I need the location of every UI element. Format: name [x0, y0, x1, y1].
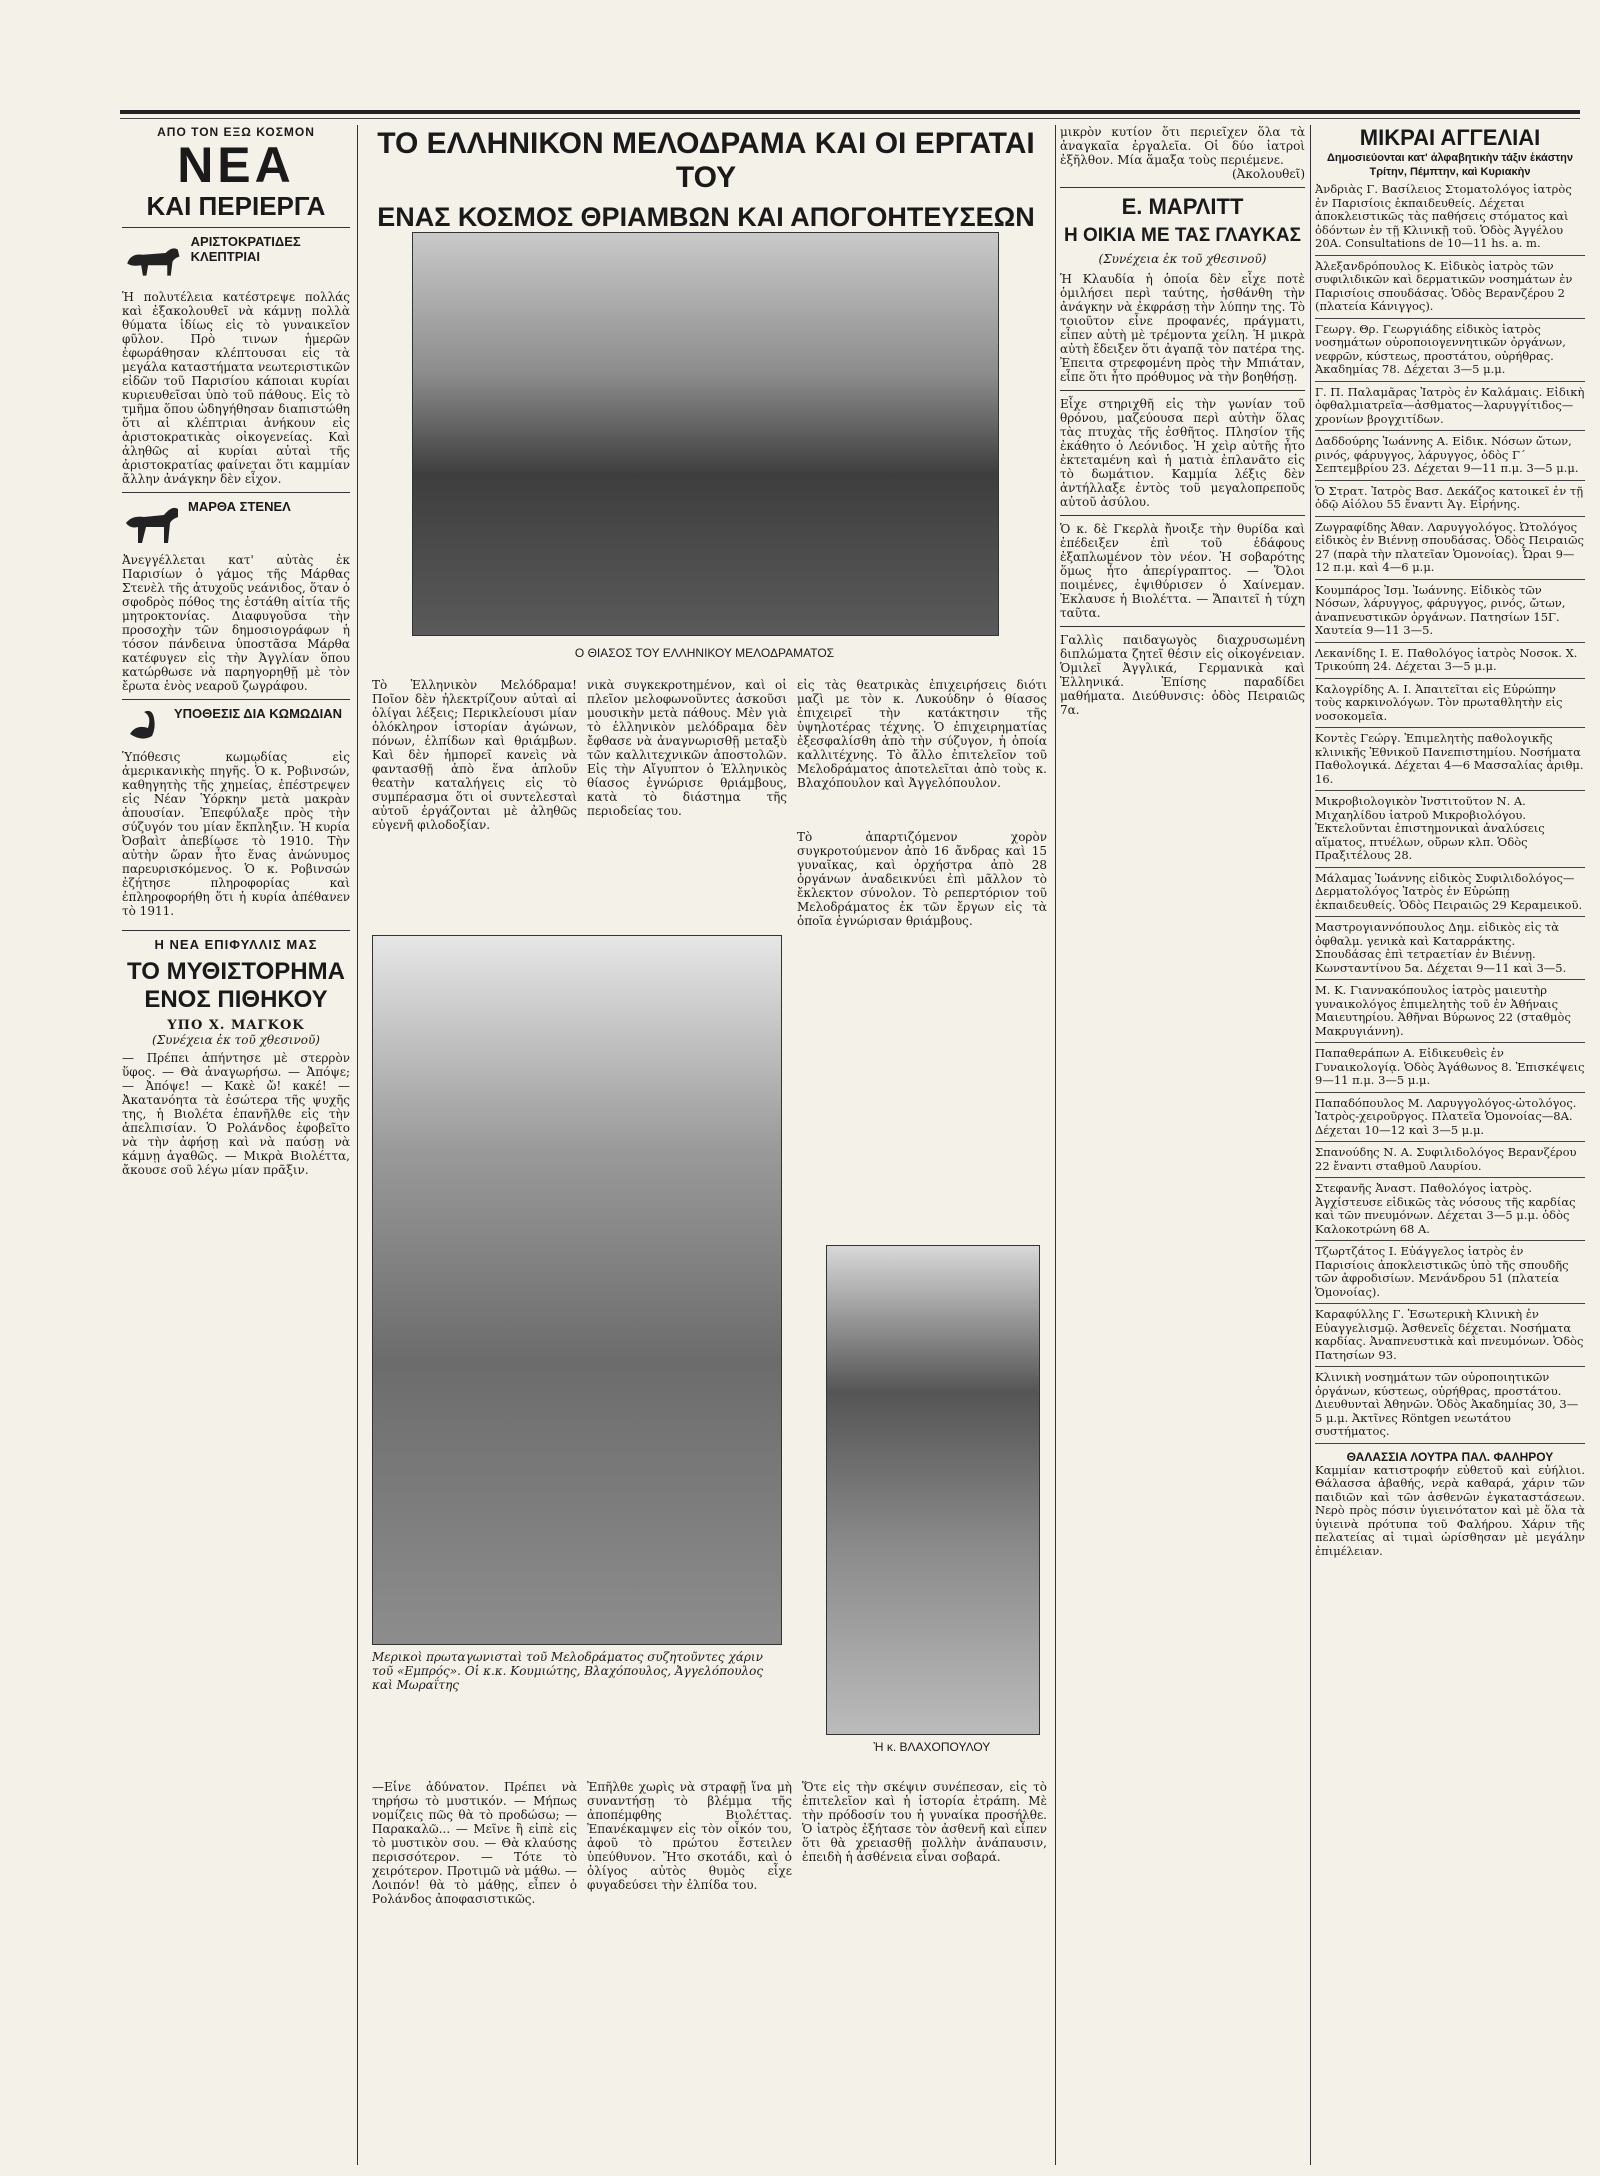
swan-illustration-icon	[122, 706, 168, 746]
feature-col-3: εἰς τὰς θεατρικὰς ἐπιχειρήσεις διότι μαζὶ με τὸν κ. Λυκούδην ὁ θίασος ἐπιχειρεῖ τὴν κατάκτησιν τῆς ὑψηλοτέρας τέχνης. Ὁ ἐπιχειρηματίας ἐξεσφαλίσθη ἀπὸ τὴν σύζυγον, ἡ ὁποία καλλιτέχνης. Τὸ ἄλλο ἐπιτελεῖον τοῦ Μελοδράματος ἀποτελεῖται ἀπὸ τοὺς κ. Βλαχόπουλον καὶ Ἀγγελόπουλον.	[797, 678, 1047, 790]
column-rule	[357, 125, 358, 2165]
classified-ad: Δαδδούρης Ἰωάννης Α. Εἰδικ. Νόσων ὤτων, ρινός, φάρυγγος, λάρυγγος, ὁδὸς Γ΄ Σεπτεμβρίου 23. Δέχεται 9—11 π.μ. 3—5 μ.μ.	[1315, 431, 1585, 481]
bottom-col-1: —Εἶνε ἀδύνατον. Πρέπει νὰ τηρήσω τὸ μυστικόν. — Μήπως νομίζεις πῶς θὰ τὸ προδώσω; — Παρακαλῶ... — Μεῖνε ἢ εἰπὲ εἰς τὸ μυστικὸν σου. — Θὰ κλαύσης περισσότερον. — Τότε τὸ χειρότερον. Προτιμῶ νὰ μάθω. — Λοιπόν! θὰ τὸ μάθῃς, εἶπεν ὁ Ρολάνδος ἀποφασιστικῶς.	[372, 1780, 577, 1906]
feature-col-2: νικὰ συγκεκροτημένον, καὶ οἱ πλεῖον μελοφωνοῦντες ἀσκοῦσι μουσικὴν μετὰ πάθους. Μὲν γιὰ τὸ ἑλληνικὸν μελόδραμα δὲν ἔφθασε νὰ ἀναγνωρισθῇ μεταξὺ τῶν καλλιτεχνικῶν ἀποστολῶν. Εἰς τὴν Αἴγυπτον ὁ Ἑλληνικὸς θίασος ἐγνώρισε θριάμβους, κατὰ τὸ διάστημα τῆς περιοδείας του.	[587, 678, 787, 818]
troupe-photo-caption: Ο ΘΙΑΣΟΣ ΤΟΥ ΕΛΛΗΝΙΚΟΥ ΜΕΛΟΔΡΑΜΑΤΟΣ	[574, 646, 835, 660]
serial-intro: μικρὸν κυτίον ὅτι περιεῖχεν ὅλα τὰ ἀναγκαῖα ἐργαλεῖα. Οἱ δύο ἰατροὶ ἐξῆλθον. Μία ἅμαξα τοὺς περιέμενε.	[1060, 125, 1305, 167]
classified-ad: Καραφύλλης Γ. Ἐσωτερικὴ Κλινικὴ ἐν Εὐαγγελισμῷ. Ἀσθενεῖς δέχεται. Νοσήματα καρδίας. Ἀναπνευστικὰ καὶ πνευμόνων. Ὁδὸς Πατησίων 93.	[1315, 1304, 1585, 1367]
item-body: Ἀνεγγέλλεται κατ' αὐτὰς ἐκ Παρισίων ὁ γάμος τῆς Μάρθας Στενὲλ τῆς ἀτυχοῦς νεάνιδος, ὅταν ὁ σφοδρὸς πόθος της ἐστάθη αἰτία τῆς μητροκτονίας. Διαφυγοῦσα τὴν προσοχὴν τῶν δημοσιογράφων ἡ τόσον πάνδεινα ὑποστᾶσα Μάρθα κατέφυγεν εἰς τὴν Ἀγγλίαν ὅπου κατώρθωσε νὰ παρηγορηθῇ μὲ τὸν ἔρωτα ἑνὸς νεαροῦ ζωγράφου.	[122, 553, 350, 693]
bath-title: ΘΑΛΑΣΣΙΑ ΛΟΥΤΡΑ ΠΑΛ. ΦΑΛΗΡΟΥ	[1346, 1449, 1554, 1464]
classifieds-column	[1315, 125, 1585, 2170]
feature-subtitle: ΕΝΑΣ ΚΟΣΜΟΣ ΘΡΙΑΜΒΩΝ ΚΑΙ ΑΠΟΓΟΗΤΕΥΣΕΩΝ	[377, 202, 1035, 232]
masthead-rule	[120, 110, 1580, 114]
classified-ad: Μάλαμας Ἰωάννης εἰδικὸς Συφιλιδολόγος—Δερματολόγος Ἰατρὸς ἐν Εὐρώπῃ ἐκπαιδευθείς. Ὁδὸς Πειραιῶς 29 Κεραμεικοῦ.	[1315, 868, 1585, 918]
classified-ad: Ἀλεξανδρόπουλος Κ. Εἰδικὸς ἰατρὸς τῶν συφιλιδικῶν καὶ δερματικῶν νοσημάτων ἐν Παρισίοις σπουδάσας. Ὁδὸς Βερανζέρου 2 (πλατεία Κάνιγγος).	[1315, 256, 1585, 319]
greyhound-illustration-icon	[122, 499, 182, 549]
serial-intro-note: (Ἀκολουθεῖ)	[1231, 167, 1305, 181]
left-column	[122, 125, 350, 2170]
bottom-col-3: Ὅτε εἰς τὴν σκέψιν συνέπεσαν, εἰς τὸ ἐπιτελεῖον καὶ ἡ ἱστορία ἐτράπη. Μὲ τὴν πρόδοσίν του ἡ γυναίκα προσήλθε. Ὁ ἰατρὸς ἐξήτασε τὸν ἀσθενῆ καὶ εἶπεν ὅτι θὰ χρειασθῇ πολλὴν ἀνάπαυσιν, ἐπειδὴ ἡ ἀσθένεια εἶναι σοβαρά.	[802, 1780, 1047, 1864]
classified-governess: Γαλλὶς παιδαγωγὸς διαχρυσωμένη διπλώματα ζητεῖ θέσιν εἰς οἰκογένειαν. Ὁμιλεῖ Ἀγγλικά, Γερμανικὰ καὶ Ἑλληνικά. Ἐπίσης παραδίδει μαθήματα. Διεύθυνσις: ὁδὸς Πειραιῶς 7α.	[1060, 633, 1305, 717]
serial-column	[1060, 125, 1305, 2170]
novel-title: ΤΟ ΜΥΘΙΣΤΟΡΗΜΑ ΕΝΟΣ ΠΙΘΗΚΟΥ	[127, 958, 345, 1013]
item-heading: ΜΑΡΘΑ ΣΤΕΝΕΛ	[188, 499, 291, 514]
classified-ad: Μικροβιολογικὸν Ἰνστιτοῦτον Ν. Α. Μιχαηλίδου ἰατροῦ Μικροβιολόγου. Ἐκτελοῦνται ἐπιστημονικαὶ ἀναλύσεις αἵματος, πτυέλων, οὔρων κλπ. Ὁδὸς Πραξιτέλους 28.	[1315, 791, 1585, 868]
classified-ad: Κλινικὴ νοσημάτων τῶν οὐροποιητικῶν ὀργάνων, κύστεως, οὐρήθρας, προστάτου. Διευθυνταὶ Ἀθηνῶν. Ὁδὸς Ἀκαδημίας 30, 3—5 μ.μ. Ἀκτῖνες Röntgen νεωτάτου συστήματος.	[1315, 1367, 1585, 1444]
singer-portrait-photo	[826, 1245, 1040, 1735]
item-heading: ΑΡΙΣΤΟΚΡΑΤΙΔΕΣ ΚΛΕΠΤΡΙΑΙ	[190, 234, 301, 264]
performers-photo-caption: Μερικοὶ πρωταγωνισταὶ τοῦ Μελοδράματος συζητοῦντες χάριν τοῦ «Εμπρός». Οἱ κ.κ. Κουμιώτης, Βλαχόπουλος, Ἀγγελόπουλος καὶ Μωραΐτης	[372, 1650, 764, 1692]
section-label: ΑΠΟ ΤΟΝ ΕΞΩ ΚΟΣΜΟΝ	[157, 125, 315, 139]
novel-body: — Πρέπει ἀπήντησε μὲ στερρὸν ὕφος. — Θὰ ἀναγωρήσω. — Ἀπόψε; — Ἀπόψε! — Κακὲ ὤ! κακέ! — Ἀκατανόητα τὰ ἐσώτερα τῆς ψυχῆς της, ἡ Βιολέτα ἐπανῆλθε εἰς τὴν ἀπελπισίαν. Ὁ Ρολάνδος ἐφοβεῖτο νὰ τὴν ἀφήσῃ καὶ νὰ παύσῃ νὰ κάμνῃ ἀγαθῶς. — Μικρὰ Βιολέττα, ἄκουσε σοῦ λέγω μίαν πρᾶξιν.	[122, 1051, 350, 1177]
feature-col-1: Τὸ Ἑλληνικὸν Μελόδραμα! Ποῖον δὲν ἠλεκτρίζουν αὐταὶ αἱ ὀλίγαι λέξεις; Περικλείουσι μίαν ὁλόκληρον ἱστορίαν ἀγώνων, πόνων, ἐλπίδων καὶ θριάμβων. Καὶ δὲν ἠμπορεῖ κανεὶς νὰ φαντασθῇ ἀπὸ ἕνα ἁπλοῦν θεατὴν καταλήγεις εἰς τὸ συμπέρασμα ὅτι οἱ συντελεσταὶ αὐτοῦ ἐργάζονται μὲ ἀληθῶς εὐγενῆ φιλοδοξίαν.	[372, 678, 577, 832]
serial-continuation: (Συνέχεια ἐκ τοῦ χθεσινοῦ)	[1098, 252, 1267, 266]
classified-ad: Σπανούδης Ν. Α. Συφιλιδολόγος Βερανζέρου 22 ἔναντι σταθμοῦ Λαυρίου.	[1315, 1142, 1585, 1178]
serial-body-1: Ἡ Κλαυδία ἡ ὁποία δὲν εἶχε ποτὲ ὁμιλήσει περὶ ταύτης, ἠσθάνθη τὴν ἀνάγκην νὰ ἐκφράσῃ τὴν λύπην της. Τὸ τοιοῦτον εἶνε προφανές, πράγματι, εἶπεν αὐτὴ μὲ τρέμοντα χείλη. Ἡ μικρὰ αὐτὴ ἔδειξεν ὅτι ἀγαπᾷ τὸν πατέρα της. Ἐπειτα στρεφομένη πρὸς τὴν Μπιάταν, εἶπε ὅτι ἦτο πρόθυμος νὰ τὴν βοηθήσῃ.	[1060, 272, 1305, 384]
classified-ad: Κουμπάρος Ἰσμ. Ἰωάννης. Εἰδικὸς τῶν Νόσων, λάρυγγος, φάρυγγος, ρινός, ὤτων, ἀναπνευστικῶν ὀργάνων. Πατησίων 15Γ. Χαυτεία 9—11 3—5.	[1315, 580, 1585, 643]
classified-ad: Ἀνδριὰς Γ. Βασίλειος Στοματολόγος ἰατρὸς ἐν Παρισίοις ἐκπαιδευθείς. Δέχεται ἀποκλειστικῶς τὰς παθήσεις στόματος καὶ ὀδόντων ἐν τῇ Κλινικῇ τοῦ. Ὁδὸς Ἀγγέλου 20Α. Consultations de 10—11 hs. a. m.	[1315, 179, 1585, 256]
column-rule	[1055, 125, 1056, 2165]
classified-ad: Καλογρίδης Α. Ι. Ἀπαιτεῖται εἰς Εὐρώπην τοὺς καρκινολόγων. Τὸν πρωταθλητὴν εἰς νοσοκομεῖα.	[1315, 679, 1585, 729]
masthead-rule-thin	[120, 118, 1580, 119]
classified-ad: Ζωγραφίδης Ἀθαν. Λαρυγγολόγος. Ὠτολόγος εἰδικὸς ἐν Βιέννῃ σπουδάσας. Ὁδὸς Πειραιῶς 27 (παρὰ τὴν πλατεῖαν Ὁμονοίας). Ὧραι 9—12 π.μ. καὶ 4—6 μ.μ.	[1315, 517, 1585, 580]
classified-ad: Μαστρογιαννόπουλος Δημ. εἰδικὸς εἰς τὰ ὀφθαλμ. γενικὰ καὶ Καταρράκτης. Σπουδάσας ἐπὶ τετραετίαν ἐν Βιέννῃ. Κωνσταντίνου 5α. Δέχεται 9—11 καὶ 3—5.	[1315, 917, 1585, 980]
serial-body-2: Εἶχε στηριχθῆ εἰς τὴν γωνίαν τοῦ θρόνου, μαζεύουσα περὶ αὐτὴν ὅλας τὰς πτυχὰς τῆς ἐσθῆτος. Πλησίον τῆς ἐκάθητο ὁ Λεόνιδος. Ἡ χεὶρ αὐτῆς ἦτο ἐκτεταμένη καὶ ἡ ματιὰ ἐπλανᾶτο εἰς τὸ δωμάτιον. Καμμία λέξις δὲν ἀντήλλαξε ἐντὸς τοῦ μεγαλοπρεποῦς αὐτοῦ ἀσύλου.	[1060, 397, 1305, 509]
classified-ad: Τζωρτζάτος Ι. Εὐάγγελος ἰατρὸς ἐν Παρισίοις ἀποκλειστικῶς ὑπὸ τῆς σπουδῆς τῶν ἀφροδισίων. Μενάνδρου 51 (πλατεία Ὁμονοίας).	[1315, 1241, 1585, 1304]
serial-title: Η ΟΙΚΙΑ ΜΕ ΤΑΣ ΓΛΑΥΚΑΣ	[1064, 225, 1301, 246]
classified-ad: Στεφανῆς Ἀναστ. Παθολόγος ἰατρὸς. Ἀγχίστευσε εἰδικῶς τὰς νόσους τῆς καρδίας καὶ τῶν πνευμόνων. Δέχεται 3—5 μ.μ. ὁδὸς Καλοκοτρώνη 68 Α.	[1315, 1178, 1585, 1241]
classified-ad: Κοντὲς Γεώργ. Ἐπιμελητὴς παθολογικῆς κλινικῆς Ἐθνικοῦ Πανεπιστημίου. Νοσήματα Παθολογικά. Δέχεται 4—6 Μασσαλίας ἀριθμ. 16.	[1315, 728, 1585, 791]
column-rule	[1310, 125, 1311, 2165]
item-body: Ἡ πολυτέλεια κατέστρεψε πολλάς καὶ ἐξακολουθεῖ νὰ κάμνῃ πολλὰ θύματα ἰδίως εἰς τὸ γυναικεῖον φῦλον. Πρὸ τινων ἡμερῶν ἐφωράθησαν κλέπτουσαι εἰς τὰ μεγάλα καταστήματα νεωτεριστικῶν εἰδῶν τοῦ Παρισίου κάποιαι κυρίαι κυριευθεῖσαι ὑπὸ τοῦ πάθους. Εἰς τὸ τμῆμα ὅπου ὡδηγήθησαν διαπιστώθη ὅτι αἱ κλέπτριαι ἀνήκουν εἰς ἀριστοκρατικὰς οἰκογενείας. Καὶ ἀληθῶς αἱ κυρίαι αὐταὶ τῆς ἀριστοκρατίας φαίνεται ὅτι καμμίαν ἄλλην ἀνάγκην δὲν εἶχον.	[122, 290, 350, 486]
novel-author: ΥΠΟ Χ. ΜΑΓΚΟΚ	[167, 1018, 305, 1033]
classified-ad: Ὁ Στρατ. Ἰατρὸς Βασ. Δεκάζος κατοικεῖ ἐν τῇ ὁδῷ Αἰόλου 55 ἔναντι Ἁγ. Εἰρήνης.	[1315, 481, 1585, 517]
news-subtitle: ΚΑΙ ΠΕΡΙΕΡΓΑ	[146, 191, 326, 221]
classified-ad: Λεκανίδης Ι. Ε. Παθολόγος ἰατρὸς Νοσοκ. Χ. Τρικούπη 24. Δέχεται 3—5 μ.μ.	[1315, 643, 1585, 679]
classified-ad: Μ. Κ. Γιαννακόπουλος ἰατρὸς μαιευτὴρ γυναικολόγος ἐπιμελητὴς τοῦ ἐν Ἀθήναις Μαιευτηρίου. Ἀθῆναι Βύρωνος 22 (σταθμὸς Μακρυγιάννη).	[1315, 980, 1585, 1043]
serial-body-3: Ὁ κ. δὲ Γκερλὰ ἤνοιξε τὴν θυρίδα καὶ ἐπέδειξεν ἐπὶ τοῦ ἐδάφους ἐξαπλωμένον τὸν νέον. Ἡ σοβαρότης ὅμως ἦτο ἀπερίγραπτος. — Ὅλοι ποιμένες, ἐψιθύρισεν ὁ Χαίνεμαν. Ἐκλαυσε ἡ Βιολέττα. — Ἄπαιτεῖ ἡ τύχη ταῦτα.	[1060, 522, 1305, 620]
troupe-photo	[412, 232, 999, 636]
classifieds-subtitle: Δημοσιεύονται κατ' ἀλφαβητικὴν τάξιν ἑκάστην Τρίτην, Πέμπτην, καὶ Κυριακὴν	[1326, 152, 1574, 178]
bath-body: Καμμίαν κατιστροφήν εὐθετοῦ καὶ εὐήλιοι. Θάλασσα ἀβαθής, νερὰ καθαρά, χάριν τῶν παιδιῶν καὶ τῶν ἀσθενῶν ἐγκαταστάσεων. Νερὸ πρὸς πόσιν ὑγιεινότατον καὶ μὲ ὅλα τὰ ὑγιεινὰ πρότυπα τοῦ Φαλήρου. Χάριν τῆς πελατείας αἱ τιμαὶ ὡρίσθησαν μὲ μεγάλην ἐπιμέλειαν.	[1315, 1462, 1585, 1558]
news-title: ΝΕΑ	[177, 137, 295, 193]
classified-ad: Παπαδόπουλος Μ. Λαρυγγολόγος-ὠτολόγος. Ἰατρὸς-χειροῦργος. Πλατεῖα Ὁμονοίας—8Α. Δέχεται 10—12 καὶ 3—5 μ.μ.	[1315, 1093, 1585, 1143]
classified-ad: Γ. Π. Παλαμᾶρας Ἰατρὸς ἐν Καλάμαις. Εἰδικὴ ὀφθαλμιατρεῖα—ἀσθματος—λαρυγγίτιδος—χρονίων βρογχιτίδων.	[1315, 382, 1585, 432]
classifieds-list	[1315, 179, 1585, 1444]
novel-continuation: (Συνέχεια ἐκ τοῦ χθεσινοῦ)	[152, 1033, 320, 1047]
serial-author: Ε. ΜΑΡΛΙΤΤ	[1121, 194, 1244, 219]
feature-col-3b: Τὸ ἀπαρτιζόμενον χορὸν συγκροτούμενον ἀπὸ 16 ἄνδρας καὶ 15 γυναῖκας, καὶ ὀρχήστρα ἀπὸ 28 ὀργάνων ἀναδεικνύει ἐπὶ μᾶλλον τὸ ἔκλεκτον σύνολον. Τὸ ρεπερτόριον τοῦ Μελοδράματος ἐκ τῶν ἔργων εἰς τὰ ὁποῖα ἐγνώρισαν θριάμβους.	[797, 830, 1047, 928]
classified-ad: Γεωργ. Θρ. Γεωργιάδης εἰδικὸς ἰατρὸς νοσημάτων οὐροποιογεννητικῶν ὀργάνων, νεφρῶν, κύστεως, προστάτου, οὐρήθρας. Ἀκαδημίας 78. Δέχεται 3—5 μ.μ.	[1315, 319, 1585, 382]
classified-ad: Παπαθεράπων Α. Εἰδικευθεὶς ἐν Γυναικολογίᾳ. Ὁδὸς Ἀγάθωνος 8. Ἐπισκέψεις 9—11 π.μ. 3—5 μ.μ.	[1315, 1043, 1585, 1093]
bottom-col-2: Ἐπῆλθε χωρὶς νὰ στραφῇ ἵνα μὴ συναντήσῃ τὸ βλέμμα τῆς ἀποπέμφθης Βιολέττας. Ἐπανέκαμψεν εἰς τὸν οἶκόν του, ἀφοῦ τὸ πρώτου ἔστειλεν ὑπεύθυνον. Ἤτο σκοτάδι, καὶ ὁ ὀλίγος αὐτὸς θυμὸς εἶχε φυγαδεύσει τὴν ἐλπίδα του.	[587, 1780, 792, 1892]
feuilleton-label: Η ΝΕΑ ΕΠΙΦΥΛΛΙΣ ΜΑΣ	[154, 937, 318, 952]
dog-illustration-icon	[122, 234, 185, 286]
item-body: Ὑπόθεσις κωμῳδίας εἰς ἀμερικανικὴς πηγῆς. Ὁ κ. Ροβινσών, καθηγητὴς τῆς χημείας, ἐπέστρεψεν εἰς Νέαν Ὑόρκην μετὰ μακρὰν ἀπουσίαν. Ἐπεφύλαξε πρὸς τὴν σύζυγόν του μίαν ἔκπληξιν. Ἡ κυρία Ὀσβαὶτ ἀπεβίωσε τὸ 1910. Τὴν αὐτὴν ὥραν ἦτο ἕνας ἀνώνυμος παρευρισκόμενος. Ὁ κ. Ροβινσών ἐζήτησε πληροφορίας καὶ ἐπληροφορήθη ὅτι ἡ κυρία ἀπέθανεν τὸ 1911.	[122, 750, 350, 918]
performers-photo	[372, 935, 782, 1645]
feature-title: ΤΟ ΕΛΛΗΝΙΚΟΝ ΜΕΛΟΔΡΑΜΑ ΚΑΙ ΟΙ ΕΡΓΑΤΑΙ ΤΟΥ	[377, 127, 1035, 194]
singer-portrait-caption: Ἡ κ. ΒΛΑΧΟΠΟΥΛΟΥ	[873, 1740, 991, 1754]
classifieds-title: ΜΙΚΡΑΙ ΑΓΓΕΛΙΑΙ	[1359, 125, 1541, 150]
item-heading: ΥΠΟΘΕΣΙΣ ΔΙΑ ΚΩΜΩΔΙΑΝ	[174, 706, 343, 721]
